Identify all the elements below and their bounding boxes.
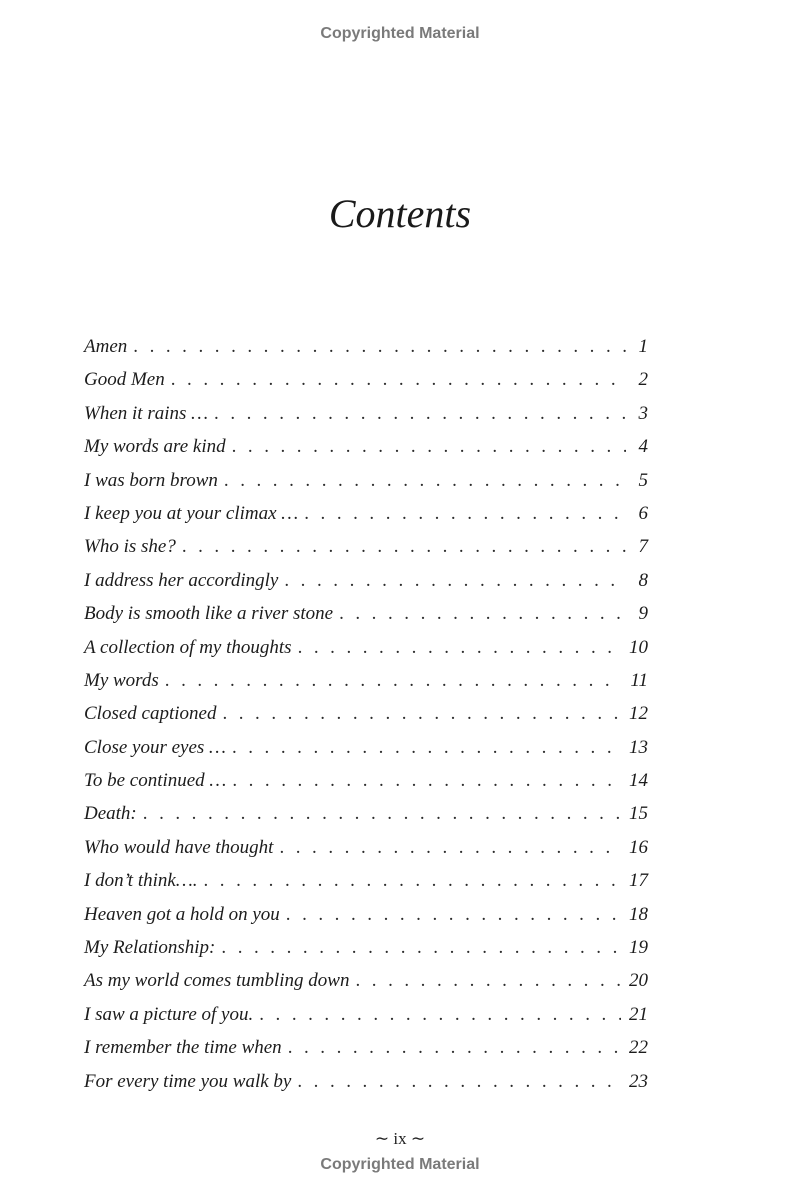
copyright-watermark-bottom: Copyrighted Material — [320, 1156, 480, 1173]
dot-leader — [224, 470, 626, 492]
dot-leader — [143, 803, 621, 825]
toc-entry-page: 7 — [638, 536, 648, 558]
dot-leader — [133, 336, 626, 358]
toc-entry — [84, 436, 648, 469]
toc-entry — [84, 703, 648, 736]
toc-entry — [84, 536, 648, 569]
dot-leader — [222, 703, 621, 725]
toc-entry-title: I don’t think…. — [84, 870, 198, 892]
toc-entry-page: 8 — [638, 569, 648, 591]
dot-leader — [214, 403, 626, 425]
toc-entry-page: 17 — [629, 870, 648, 892]
toc-entry-page: 3 — [638, 402, 648, 424]
toc-entry — [84, 403, 648, 436]
toc-entry-title: I remember the time when — [84, 1037, 282, 1059]
toc-entry-title: Heaven got a hold on you — [84, 903, 280, 925]
toc-entry-page: 20 — [629, 970, 648, 992]
toc-entry-title: Close your eyes … — [84, 736, 226, 758]
dot-leader — [339, 603, 626, 625]
dot-leader — [286, 904, 621, 926]
toc-entry-title: I was born brown — [84, 469, 218, 491]
dot-leader — [232, 770, 621, 792]
toc-entry — [84, 670, 648, 703]
toc-entry — [84, 603, 648, 636]
toc-entry-title: Body is smooth like a river stone — [84, 603, 334, 625]
toc-entry — [84, 570, 648, 603]
toc-entry — [84, 904, 648, 937]
toc-entry-title: Who is she? — [84, 536, 176, 558]
toc-entry-title: Good Men — [84, 369, 165, 391]
toc-entry-page: 19 — [629, 937, 648, 959]
toc-entry — [84, 770, 648, 803]
dot-leader — [298, 637, 621, 659]
toc-entry-title: Amen — [84, 336, 128, 357]
dot-leader — [203, 870, 621, 892]
toc-entry — [84, 970, 648, 1003]
toc-entry-title: My words — [84, 669, 159, 691]
toc-entry-title: As my world comes tumbling down — [84, 970, 350, 992]
dot-leader — [182, 536, 626, 558]
toc-entry-title: A collection of my thoughts — [84, 636, 292, 658]
toc-entry — [84, 737, 648, 770]
dot-leader — [232, 436, 626, 458]
toc-entry-title: My Relationship: — [84, 937, 216, 959]
dot-leader — [284, 570, 626, 592]
toc-entry — [84, 637, 648, 670]
toc-entry-page: 2 — [638, 369, 648, 391]
copyright-watermark-top: Copyrighted Material — [320, 25, 480, 42]
toc-entry-page: 6 — [638, 502, 648, 524]
toc-entry-page: 10 — [629, 636, 648, 658]
toc-entry-title: Death: — [84, 803, 137, 825]
dot-leader — [297, 1071, 621, 1093]
dot-leader — [165, 670, 623, 692]
toc-entry — [84, 1004, 648, 1037]
dot-leader — [288, 1037, 621, 1059]
toc-entry-page: 16 — [629, 836, 648, 858]
toc-entry-page: 23 — [629, 1070, 648, 1092]
toc-entry-title: When it rains … — [84, 402, 209, 424]
toc-entry-page: 21 — [629, 1003, 648, 1025]
toc-entry-page: 5 — [638, 469, 648, 491]
toc-entry-page: 4 — [638, 436, 648, 458]
toc-entry — [84, 1037, 648, 1070]
toc-entry-title: My words are kind — [84, 436, 226, 458]
toc-entry-page: 1 — [638, 336, 648, 357]
toc-entry — [84, 1071, 648, 1104]
toc-entry — [84, 336, 648, 369]
toc-entry-title: Who would have thought — [84, 836, 274, 858]
toc-entry — [84, 803, 648, 836]
toc-entry-page: 15 — [629, 803, 648, 825]
toc-entry-title: To be continued … — [84, 770, 227, 792]
toc-entry — [84, 503, 648, 536]
page-title: Contents — [328, 191, 472, 236]
toc-entry — [84, 870, 648, 903]
toc-entry-page: 13 — [629, 736, 648, 758]
dot-leader — [279, 837, 621, 859]
toc-entry-page: 11 — [630, 669, 648, 691]
toc-entry-page: 14 — [629, 770, 648, 792]
toc-entry-title: I saw a picture of you. — [84, 1003, 254, 1025]
toc-entry-page: 22 — [629, 1037, 648, 1059]
dot-leader — [355, 970, 621, 992]
dot-leader — [259, 1004, 621, 1026]
toc-entry-page: 9 — [638, 603, 648, 625]
dot-leader — [304, 503, 626, 525]
page-number-folio: ∼ ix ∼ — [374, 1129, 426, 1148]
dot-leader — [221, 937, 621, 959]
toc-entry — [84, 470, 648, 503]
toc-entry — [84, 837, 648, 870]
toc-entry-page: 12 — [629, 703, 648, 725]
toc-entry-title: Closed captioned — [84, 703, 217, 725]
toc-entry-title: For every time you walk by — [84, 1070, 292, 1092]
dot-leader — [232, 737, 621, 759]
dot-leader — [171, 369, 626, 391]
toc-entry — [84, 369, 648, 402]
table-of-contents — [84, 336, 648, 1104]
toc-entry-title: I address her accordingly — [84, 569, 279, 591]
toc-entry-page: 18 — [629, 903, 648, 925]
toc-entry — [84, 937, 648, 970]
toc-entry-title: I keep you at your climax … — [84, 502, 299, 524]
